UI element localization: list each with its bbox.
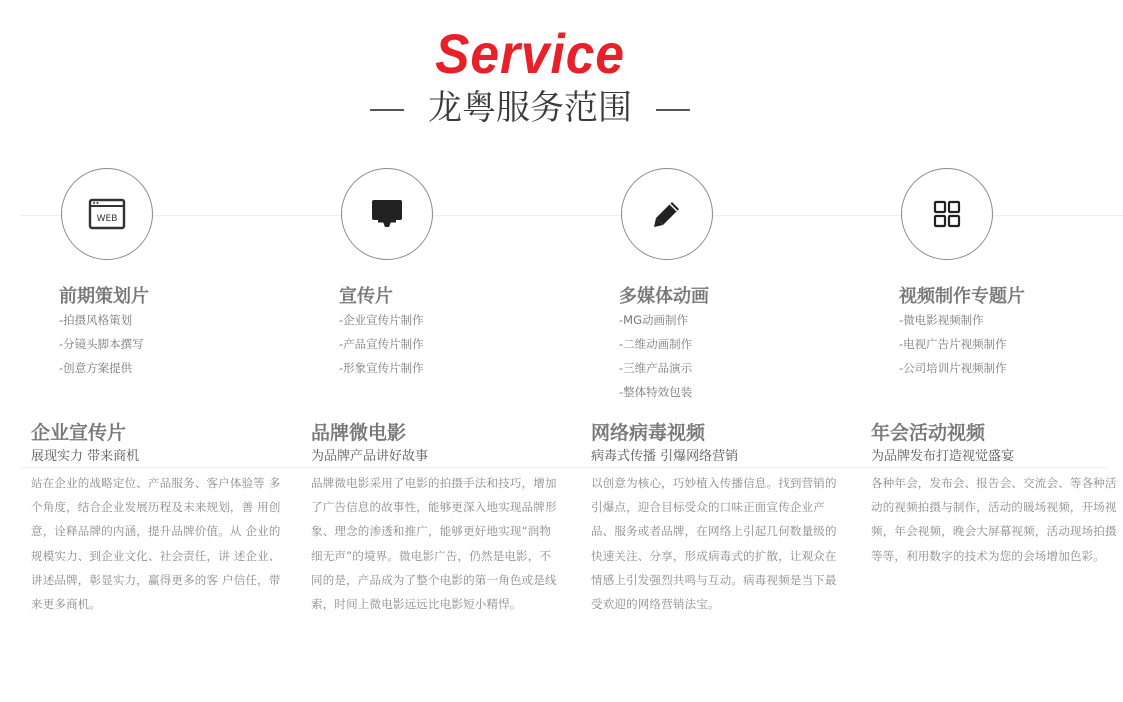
service-title: 多媒体动画 bbox=[619, 286, 709, 307]
case-corporate bbox=[31, 420, 281, 616]
web-icon bbox=[61, 168, 153, 260]
case-title: 网络病毒视频 bbox=[591, 422, 706, 444]
case-title: 年会活动视频 bbox=[871, 422, 986, 444]
service-items bbox=[899, 308, 1007, 380]
service-logo: Service bbox=[435, 22, 625, 85]
service-items bbox=[619, 308, 692, 404]
case-description: 各种年会，发布会、报告会、交流会、等各种活动的视频拍摄与制作，活动的暖场视频，开场视频，年会视频，晚会大屏幕视频，活动现场拍摄等等，利用数字的技术为您的会场增加色彩。 bbox=[871, 476, 1117, 563]
service-item: -企业宣传片制作 bbox=[339, 313, 424, 327]
service-title: 视频制作专题片 bbox=[899, 286, 1025, 307]
service-item: -MG动画制作 bbox=[619, 313, 688, 327]
pencil-icon bbox=[621, 168, 713, 260]
section-heading bbox=[0, 86, 1060, 130]
case-tagline: 为品牌产品讲好故事 bbox=[311, 449, 429, 464]
case-description: 站在企业的战略定位、产品服务、客户体验等 多个角度，结合企业发展历程及未来规划，善 用创意，诠释品牌的内涵，提升品牌价值。从 企业的规模实力、到企业文化、社会责任，讲 述企业、讲述品牌，彰显实力，赢得更多的客 户信任，带来更多商机。 bbox=[31, 476, 281, 612]
service-item: -分镜头脚本撰写 bbox=[59, 337, 144, 351]
service-item: -三维产品演示 bbox=[619, 361, 693, 375]
service-items bbox=[339, 308, 424, 380]
service-item: -微电影视频制作 bbox=[899, 313, 984, 327]
service-item: -拍摄风格策划 bbox=[59, 313, 133, 327]
service-item: -整体特效包装 bbox=[619, 385, 693, 399]
case-viral-video bbox=[591, 420, 841, 616]
case-description: 品牌微电影采用了电影的拍摄手法和技巧，增加了广告信息的故事性，能够更深入地实现品牌形象、理念的渗透和推广，能够更好地实现“润物细无声”的境界。微电影广告，仍然是电影，不同的是，产品成为了整个电影的第一角色或是线索，时间上微电影远远比电影短小精悍。 bbox=[311, 476, 557, 612]
case-tagline: 为品牌发布打造视觉盛宴 bbox=[871, 449, 1015, 464]
service-item: -公司培训片视频制作 bbox=[899, 361, 1007, 375]
service-item: -二维动画制作 bbox=[619, 337, 693, 351]
monitor-icon bbox=[341, 168, 433, 260]
grid-icon bbox=[901, 168, 993, 260]
service-item: -创意方案提供 bbox=[59, 361, 133, 375]
service-item: -电视广告片视频制作 bbox=[899, 337, 1007, 351]
case-tagline: 展现实力 带来商机 bbox=[31, 449, 140, 464]
service-item: -形象宣传片制作 bbox=[339, 361, 424, 375]
case-micro-film bbox=[311, 420, 561, 616]
case-tagline: 病毒式传播 引爆网络营销 bbox=[591, 449, 739, 464]
left-dash bbox=[370, 109, 404, 111]
case-title: 品牌微电影 bbox=[311, 422, 407, 444]
case-description: 以创意为核心，巧妙植入传播信息。找到营销的引爆点，迎合目标受众的口味正面宣传企业产品、服务或者品牌，在网络上引起几何数量级的快速关注、分享，形成病毒式的扩散，让观众在情感上引发强烈共鸣与互动。病毒视频是当下最受欢迎的网络营销法宝。 bbox=[591, 476, 837, 612]
service-item: -产品宣传片制作 bbox=[339, 337, 424, 351]
case-event-video bbox=[871, 420, 1121, 568]
section-title: 龙粤服务范围 bbox=[428, 88, 632, 128]
service-items bbox=[59, 308, 144, 380]
case-title: 企业宣传片 bbox=[31, 422, 127, 444]
service-title: 宣传片 bbox=[339, 286, 393, 307]
svg-text:WEB: WEB bbox=[96, 214, 118, 224]
service-title: 前期策划片 bbox=[59, 286, 149, 307]
right-dash bbox=[656, 109, 690, 111]
